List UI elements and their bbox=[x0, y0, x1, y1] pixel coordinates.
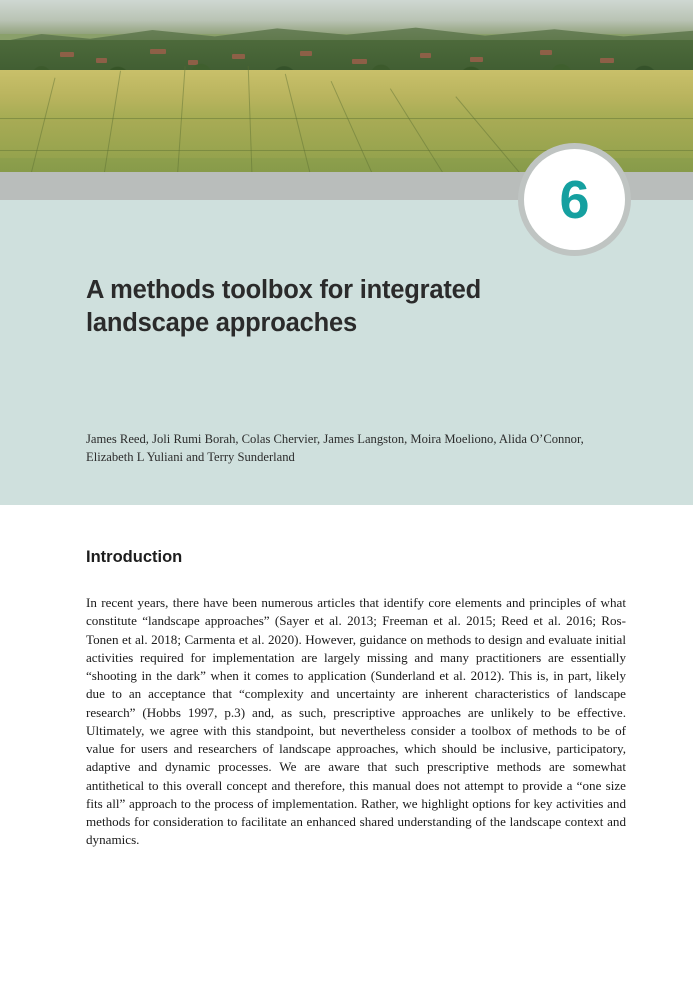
body-paragraph: In recent years, there have been numerous articles that identify core elements and principles of what constitute “landscape approaches” (Sayer et al. 2013; Freeman et al. 2015; Reed et al. 2016; Ros-Tonen et al. 2018; Carmenta et al. 2020). However, guidance on methods to design and evaluate initial activities required for implementation are largely missing and many practitioners are essentially “shooting in the dark” when it comes to application (Sunderland et al. 2012). This is, in part, likely due to an acceptance that “complexity and uncertainty are inherent characteristics of landscape research” (Hobbs 1997, p.3) and, as such, prescriptive approaches are unlikely to be effective. Ultimately, we agree with this standpoint, but nevertheless consider a toolbox of methods to be of value for users and researchers of landscape approaches, which should be inclusive, participatory, adaptive and dynamic processes. We are aware that such prescriptive methods are somewhat antithetical to this overall concept and therefore, this manual does not attempt to provide a “one size fits all” approach to the process of implementation. Rather, we highlight options for key activities and methods for consideration to facilitate an enhanced shared understanding of the landscape context and dynamics. bbox=[86, 595, 626, 848]
sky-region bbox=[0, 0, 693, 34]
chapter-number: 6 bbox=[559, 169, 590, 230]
page-title: A methods toolbox for integrated landscape approaches bbox=[86, 276, 481, 337]
author-list: James Reed, Joli Rumi Borah, Colas Chervier, James Langston, Moira Moeliono, Alida O’Connor, Elizabeth L Yuliani and Terry Sunderland bbox=[86, 432, 584, 465]
chapter-number-badge bbox=[518, 143, 631, 256]
section-heading: Introduction bbox=[86, 548, 183, 566]
